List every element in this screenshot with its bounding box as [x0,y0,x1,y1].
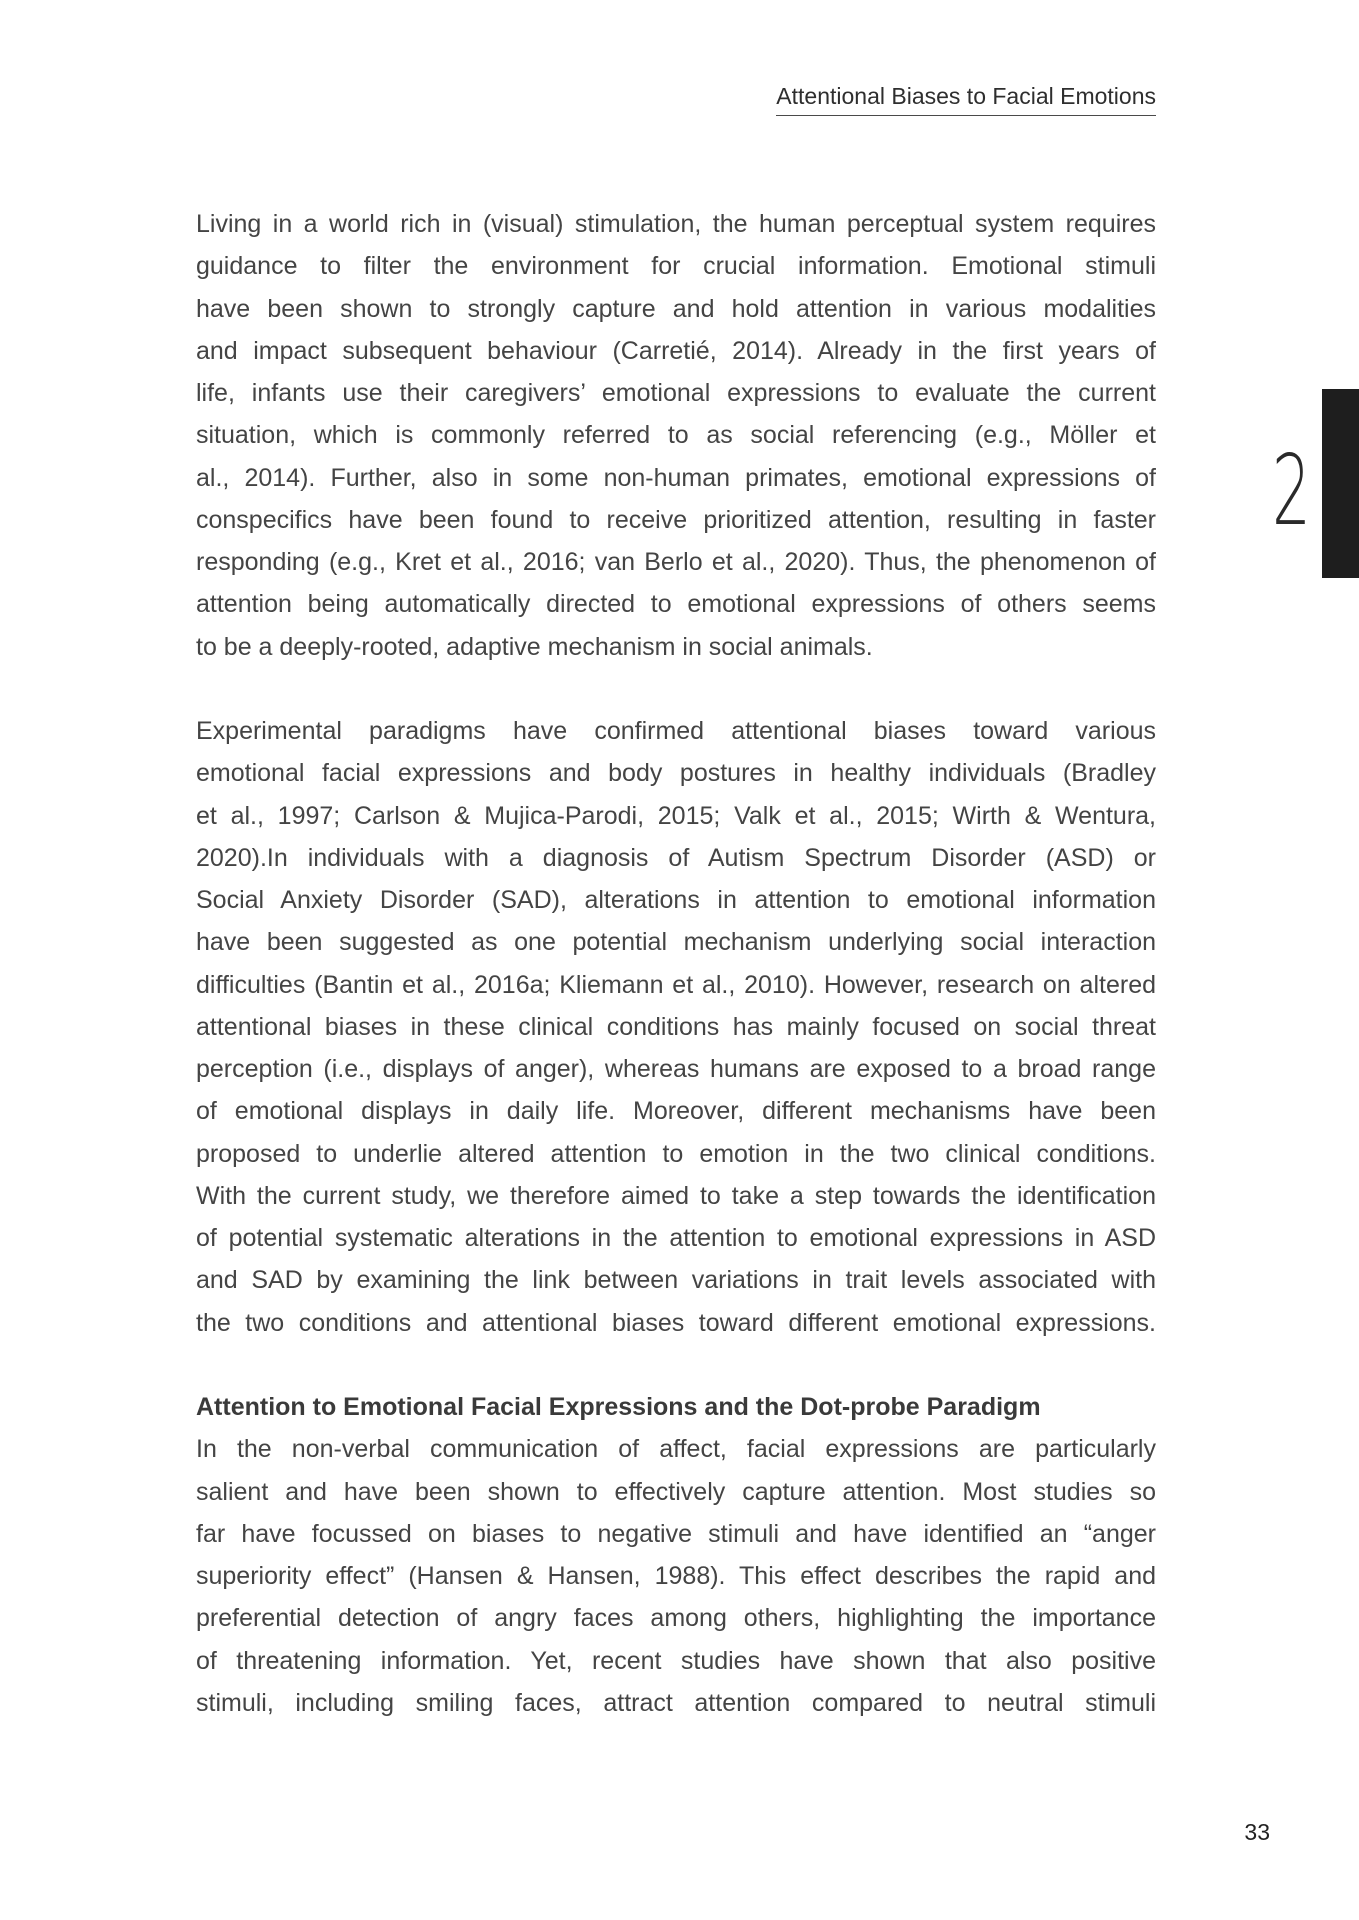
text-line: of threatening information. Yet, recent studies have shown that also positive [196,1646,1156,1675]
paragraph [196,710,1156,1344]
text-line: proposed to underlie altered attention to emotion in the two clinical conditions. [196,1139,1156,1168]
text-line: of emotional displays in daily life. Moreover, different mechanisms have been [196,1097,1156,1126]
paragraph [196,203,1156,668]
page-number: 33 [1244,1819,1270,1845]
text-line: preferential detection of angry faces among others, highlighting the importance [196,1604,1156,1633]
text-line: have been shown to strongly capture and hold attention in various modalities [196,294,1156,323]
text-line: With the current study, we therefore aimed to take a step towards the identification [196,1181,1156,1210]
text-line: to be a deeply-rooted, adaptive mechanism in social animals. [196,632,873,661]
text-line: In the non-verbal communication of affect, facial expressions are particularly [196,1435,1156,1464]
text-line: 2020).In individuals with a diagnosis of Autism Spectrum Disorder (ASD) or [196,843,1156,872]
text-line: salient and have been shown to effectively capture attention. Most studies so [196,1477,1156,1506]
chapter-tab [1322,389,1359,578]
text-line: far have focussed on biases to negative stimuli and have identified an “anger [196,1519,1156,1548]
text-line: stimuli, including smiling faces, attract attention compared to neutral stimuli [196,1688,1156,1717]
text-line: Social Anxiety Disorder (SAD), alterations in attention to emotional information [196,886,1156,914]
text-line: attentional biases in these clinical conditions has mainly focused on social threat [196,1012,1156,1041]
text-line: the two conditions and attentional biases toward different emotional expressions. [196,1308,1156,1337]
text-line: responding (e.g., Kret et al., 2016; van Berlo et al., 2020). Thus, the phenomenon of [196,548,1156,576]
text-line: and impact subsequent behaviour (Carretié, 2014). Already in the first years of [196,336,1156,365]
text-line: and SAD by examining the link between variations in trait levels associated with [196,1266,1156,1295]
text-line: superiority effect” (Hansen & Hansen, 1988). This effect describes the rapid and [196,1562,1156,1590]
text-line: al., 2014). Further, also in some non-human primates, emotional expressions of [196,463,1156,492]
text-line: Living in a world rich in (visual) stimulation, the human perceptual system requires [196,210,1156,238]
text-line: situation, which is commonly referred to as social referencing (e.g., Möller et [196,421,1156,450]
text-line: Experimental paradigms have confirmed attentional biases toward various [196,717,1156,745]
text-line: et al., 1997; Carlson & Mujica-Parodi, 2015; Valk et al., 2015; Wirth & Wentura, [196,801,1156,830]
chapter-number: 2 [1272,434,1311,547]
text-line: emotional facial expressions and body postures in healthy individuals (Bradley [196,759,1156,788]
text-line: difficulties (Bantin et al., 2016a; Kliemann et al., 2010). However, research on altered [196,970,1156,999]
running-header: Attentional Biases to Facial Emotions [776,82,1156,116]
section-heading: Attention to Emotional Facial Expressions and the Dot-probe Paradigm [196,1393,1041,1421]
text-line: conspecifics have been found to receive prioritized attention, resulting in faster [196,505,1156,534]
text-line: life, infants use their caregivers’ emotional expressions to evaluate the current [196,379,1156,407]
text-line: perception (i.e., displays of anger), whereas humans are exposed to a broad range [196,1055,1156,1083]
text-line: of potential systematic alterations in the attention to emotional expressions in ASD [196,1224,1156,1252]
text-line: have been suggested as one potential mechanism underlying social interaction [196,928,1156,957]
text-line: attention being automatically directed to emotional expressions of others seems [196,590,1156,619]
section [196,1386,1156,1724]
body-text [196,203,1156,1724]
text-line: guidance to filter the environment for crucial information. Emotional stimuli [196,252,1156,281]
paragraph [196,1428,1156,1724]
